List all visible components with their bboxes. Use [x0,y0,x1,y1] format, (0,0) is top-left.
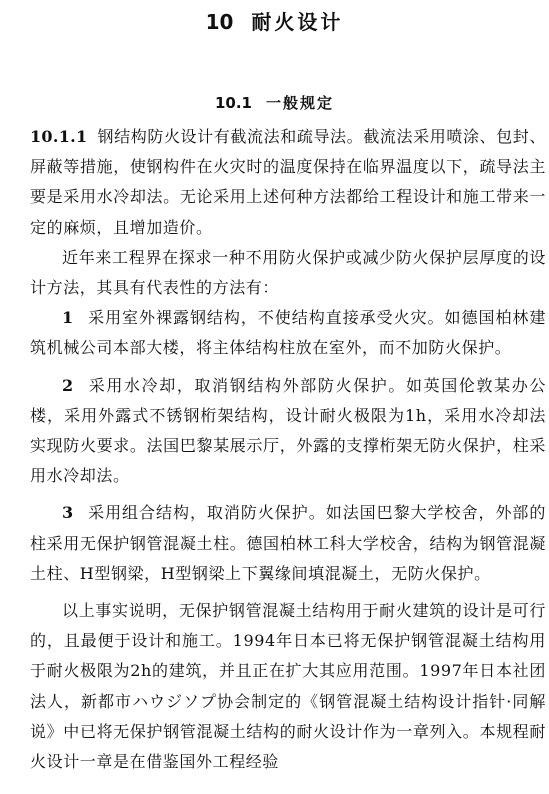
list-item [30,498,546,589]
item-text: 采用室外裸露钢结构，不使结构直接承受火灾。如德国柏林建筑机械公司本部大楼，将主体结构柱放在室外，而不加防火保护。 [30,308,546,358]
conclusion-paragraph: 以上事实说明，无保护钢管混凝土结构用于耐火建筑的设计是可行的，且最便于设计和施工。1994年日本已将无保护钢管混凝土结构用于耐火极限为2h的建筑，并且正在扩大其应用范围。1997年日本社团法人，新都市ハウジソプ协会制定的《钢管混凝土结构设计指针·同解说》中已将无保护钢管混凝土结构的耐火设计作为一章列入。本规程耐火设计一章是在借鉴国外工程经验 [30,601,546,772]
section-heading [0,92,549,113]
body-text [30,122,546,777]
clause-text: 钢结构防火设计有截流法和疏导法。截流法采用喷涂、包封、屏蔽等措施，使钢构件在火灾时的温度保持在临界温度以下，疏导法主要是采用水冷却法。无论采用上述何种方法都给工程设计和施工带来一定的麻烦，且增加造价。 [30,127,546,237]
chapter-title: 耐火设计 [251,10,344,34]
item-number: 3 [62,503,74,523]
section-number: 10.1 [214,94,252,112]
chapter-number: 10 [205,10,234,34]
section-title: 一般规定 [266,94,335,112]
clause-number: 10.1.1 [30,127,88,146]
item-text: 采用水冷却，取消钢结构外部防火保护。如英国伦敦某办公楼，采用外露式不锈钢桁架结构，设计耐火极限为1h，采用水冷却法实现防火要求。法国巴黎某展示厅，外露的支撑桁架无防火保护，柱采用水冷却法。 [30,375,546,486]
intro-paragraph: 近年来工程界在探求一种不用防火保护或减少防火保护层厚度的设计方法，其具有代表性的方法有： [30,247,546,298]
list-item [30,303,546,363]
item-text: 采用组合结构，取消防火保护。如法国巴黎大学校舍，外部的柱采用无保护钢管混凝土柱。德国柏林工科大学校舍，结构为钢管混凝土柱、H型钢梁，H型钢梁上下翼缘间填混凝土，无防火保护。 [30,503,546,583]
list-item [30,371,546,492]
item-number: 1 [62,308,74,328]
clause-paragraph [30,122,546,243]
item-number: 2 [62,375,74,395]
chapter-heading [0,6,549,35]
